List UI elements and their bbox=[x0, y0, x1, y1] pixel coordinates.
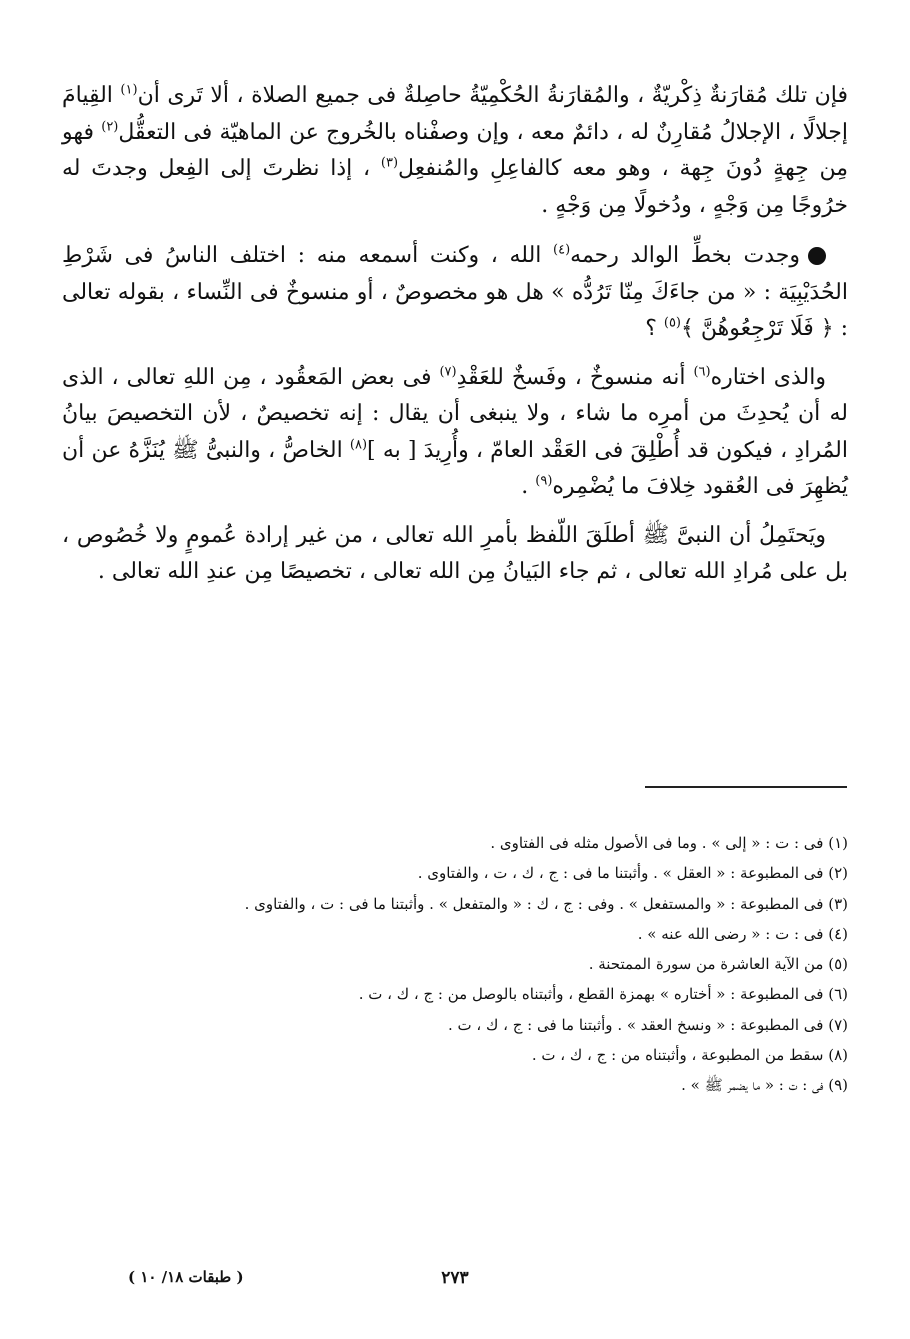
footnote-1: (١) فى : ت : « إلى » . وما فى الأصول مثله فى الفتاوى . bbox=[490, 834, 848, 852]
footnote-ref-2[interactable]: (٢) bbox=[101, 119, 119, 135]
paragraph-2-text-b: الله ، وكنت أسمعه منه : اختلف الناسُ فى شَرْطِ الحُدَيْبِيَة : « من جاءَكَ مِنّا تَرُدُّه » هل هو مخصوصٌ ، أو منسوخٌ فى النِّساء ، بقوله تعالى : ﴿ فَلَا تَرْجِعُوهُنَّ ﴾ bbox=[62, 243, 848, 341]
footnote-5: (٥) من الآية العاشرة من سورة الممتحنة . bbox=[588, 955, 848, 974]
footnote-ref-3[interactable]: (٣) bbox=[380, 155, 399, 171]
page-footer bbox=[0, 1268, 910, 1298]
main-text bbox=[62, 78, 848, 603]
paragraph-1-text-d: ، إذا نظرتَ إلى الفِعل وجدتَ له خرُوجًا مِن وَجْهٍ ، ودُخولًا مِن وَجْهٍ . bbox=[62, 156, 848, 218]
footnote-ref-5[interactable]: (٥) bbox=[663, 315, 681, 331]
footnote-4: (٤) فى : ت : « رضى الله عنه » . bbox=[637, 924, 848, 943]
footnote-ref-8[interactable]: (٨) bbox=[349, 437, 368, 453]
paragraph-1 bbox=[62, 78, 848, 224]
paragraph-2 bbox=[62, 238, 848, 348]
footnote-7: (٧) فى المطبوعة : « ونسخ العقد » . وأثبتنا ما فى : ج ، ك ، ت . bbox=[447, 1015, 848, 1034]
paragraph-4-text: ويَحتَمِلُ أن النبىَّ ﷺ أطلَقَ اللّفظ بأمرِ الله تعالى ، من غير إرادة عُمومٍ ولا خُصُوص ، بل على مُرادِ الله تعالى ، ثم جاء البَيانُ مِن الله تعالى ، تخصيصًا مِن عندِ الله تعالى . bbox=[62, 522, 848, 584]
footnote-separator bbox=[645, 786, 847, 788]
footnote-2: (٢) فى المطبوعة : « العقل » . وأثبتنا ما فى : ج ، ك ، ت ، والفتاوى . bbox=[417, 864, 848, 883]
paragraph-1-text-b: القِيامَ إجلالًا ، الإجلالُ مُقارِنٌ له ، دائمٌ معه ، وإن وصفْناه بالخُروج عن الماهيّة فى التعقُّل bbox=[62, 83, 849, 145]
page-number: ٢٧٣ bbox=[441, 1268, 469, 1288]
paragraph-3-text-e: . bbox=[521, 474, 536, 499]
footnote-6: (٦) فى المطبوعة : « أختاره » بهمزة القطع ، وأثبتناه بالوصل من : ج ، ك ، ت . bbox=[358, 985, 848, 1004]
paragraph-2-text-a: وجدت بخطِّ الوالد رحمه bbox=[570, 243, 801, 268]
footnote-ref-7[interactable]: (٧) bbox=[439, 364, 457, 380]
paragraph-3-text-d: الخاصُّ ، والنبىُّ ﷺ يُنَزَّهُ عن أن يُظهِرَ فى العُقود خِلافَ ما يُضْمِره bbox=[62, 437, 848, 499]
paragraph-3-text-a: والذى اختاره bbox=[710, 364, 826, 390]
paragraph-1-text-a: فإن تلك مُقارَنةٌ ذِكْريّةٌ ، والمُقارَنةُ الحُكْمِيّةُ حاصِلةٌ فى جميع الصلاة ، ألا تَرى أن bbox=[137, 83, 848, 108]
footnote-ref-9[interactable]: (٩) bbox=[535, 473, 553, 489]
bullet-icon bbox=[808, 247, 826, 265]
paragraph-1-text-c: فهو مِن جِهةٍ دُونَ جِهة ، وهو معه كالفاعِلِ والمُنفعِل bbox=[62, 119, 848, 181]
footnote-ref-1[interactable]: (١) bbox=[120, 82, 138, 98]
paragraph-4 bbox=[62, 518, 848, 591]
footnotes bbox=[62, 828, 848, 1101]
footnote-ref-4[interactable]: (٤) bbox=[553, 242, 571, 258]
series-label: ( طبقات ١٨/ ١٠ ) bbox=[128, 1268, 244, 1286]
paragraph-2-text-c: ؟ bbox=[645, 316, 664, 341]
footnote-ref-6[interactable]: (٦) bbox=[693, 364, 711, 380]
footnote-9: (٩) فى : ت : « ما يضمر ﷺ » . bbox=[681, 1076, 848, 1095]
footnote-8: (٨) سقط من المطبوعة ، وأثبتناه من : ج ، ك ، ت . bbox=[531, 1046, 848, 1065]
paragraph-3 bbox=[62, 360, 848, 506]
paragraph-3-text-b: أنه منسوخٌ ، وفَسخٌ للعَقْدِ bbox=[456, 364, 694, 390]
footnote-3: (٣) فى المطبوعة : « والمستفعل » . وفى : ج ، ك : « والمتفعل » . وأثبتنا ما فى : ت ، والفتاوى . bbox=[244, 894, 848, 913]
paragraph-3-text-c: فى بعض المَعقُود ، مِن اللهِ تعالى ، الذى له أن يُحدِثَ من أمرِه ما شاء ، ولا ينبغى أن يقال : إنه تخصيصٌ ، لأن التخصيصَ بيانُ المُرادِ ، فيكون قد أُطْلِقَ فى العَقْد العامّ ، وأُرِيدَ [ به ] bbox=[62, 364, 848, 463]
